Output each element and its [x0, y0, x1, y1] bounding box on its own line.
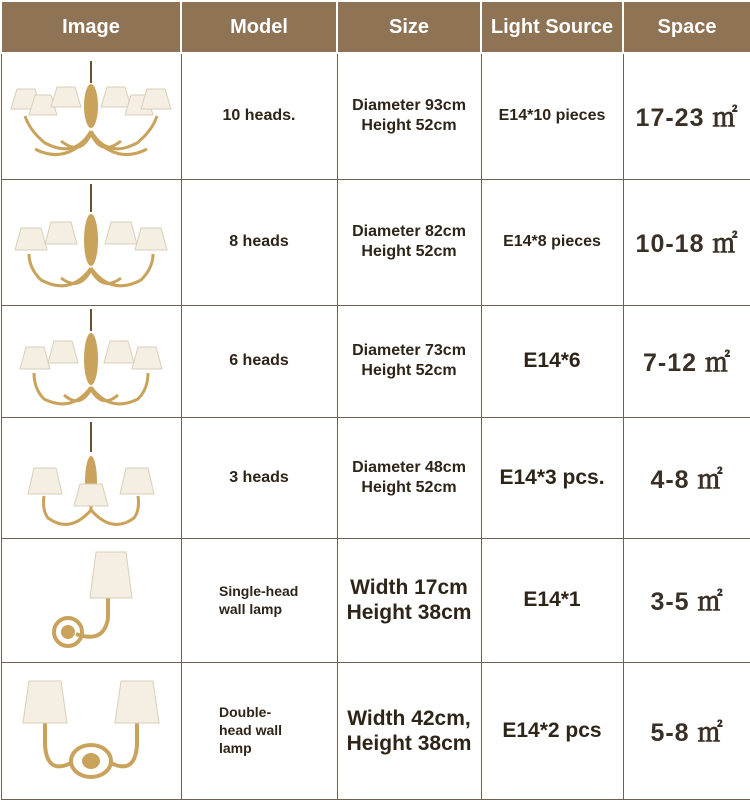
space-value: 7-12 ㎡ [643, 349, 731, 377]
space-value: 17-23 ㎡ [635, 104, 739, 133]
model-cell [181, 305, 337, 417]
size-cell [337, 662, 481, 799]
image-cell [1, 662, 181, 799]
header-model: Model [181, 1, 337, 53]
size-cell [337, 179, 481, 305]
space-cell [623, 538, 750, 662]
table-row [1, 538, 750, 662]
table-row [1, 179, 750, 305]
light-source: E14*8 pieces [503, 233, 601, 250]
size-height: Height 52cm [361, 243, 457, 260]
size-height: Height 52cm [361, 362, 457, 379]
space-value: 5-8 ㎡ [650, 718, 724, 747]
image-cell [1, 538, 181, 662]
size-cell [337, 53, 481, 179]
light-source: E14*1 [523, 588, 581, 611]
size-diameter: Diameter 82cm [352, 223, 466, 240]
image-cell [1, 417, 181, 538]
size-diameter: Diameter 93cm [352, 97, 466, 115]
size-width: Width 42cm, [347, 706, 471, 730]
header-row [1, 1, 750, 53]
light-source: E14*3 pcs. [499, 465, 605, 489]
size-diameter: Diameter 48cm [352, 458, 466, 476]
space-cell [623, 53, 750, 179]
chandelier-3-heads-icon [26, 422, 156, 534]
size-width: Width 17cm [350, 576, 468, 599]
chandelier-8-heads-icon [5, 184, 177, 300]
header-size: Size [337, 1, 481, 53]
light-source-cell [481, 305, 623, 417]
header-light-source: Light Source [481, 1, 623, 53]
light-source-cell [481, 662, 623, 799]
space-value: 10-18 ㎡ [635, 230, 739, 258]
size-height: Height 38cm [346, 731, 472, 755]
chandelier-10-heads-icon [5, 61, 177, 171]
table-row [1, 305, 750, 417]
model-cell [181, 538, 337, 662]
space-value: 3-5 ㎡ [650, 588, 724, 616]
chandelier-6-heads-icon [16, 309, 166, 413]
light-source: E14*2 pcs [502, 718, 602, 742]
light-source-cell [481, 417, 623, 538]
model-name: 3 heads [229, 468, 289, 486]
light-source-cell [481, 53, 623, 179]
space-cell [623, 417, 750, 538]
table-row [1, 53, 750, 179]
model-cell [181, 53, 337, 179]
space-cell [623, 305, 750, 417]
model-cell [181, 417, 337, 538]
header-image: Image [1, 1, 181, 53]
space-cell [623, 179, 750, 305]
size-cell [337, 538, 481, 662]
light-source-cell [481, 538, 623, 662]
image-cell [1, 305, 181, 417]
light-source-cell [481, 179, 623, 305]
size-diameter: Diameter 73cm [352, 342, 466, 359]
image-cell [1, 53, 181, 179]
size-height: Height 52cm [361, 478, 457, 496]
size-height: Height 38cm [346, 601, 472, 624]
space-value: 4-8 ㎡ [650, 465, 724, 494]
size-height: Height 52cm [361, 117, 457, 135]
model-name: Double-head wall lamp [219, 704, 283, 756]
table-row [1, 417, 750, 538]
light-source: E14*6 [523, 349, 581, 372]
model-name: 6 heads [229, 352, 289, 369]
double-wall-lamp-icon [21, 675, 161, 787]
size-cell [337, 417, 481, 538]
model-cell [181, 662, 337, 799]
single-wall-lamp-icon [46, 548, 136, 652]
size-cell [337, 305, 481, 417]
model-name: 10 heads. [222, 107, 296, 125]
light-source: E14*10 pieces [498, 107, 606, 125]
header-space: Space [623, 1, 750, 53]
image-cell [1, 179, 181, 305]
table-row [1, 662, 750, 799]
model-name: 8 heads [229, 233, 289, 250]
space-cell [623, 662, 750, 799]
model-name: Single-head wall lamp [219, 582, 299, 617]
model-cell [181, 179, 337, 305]
